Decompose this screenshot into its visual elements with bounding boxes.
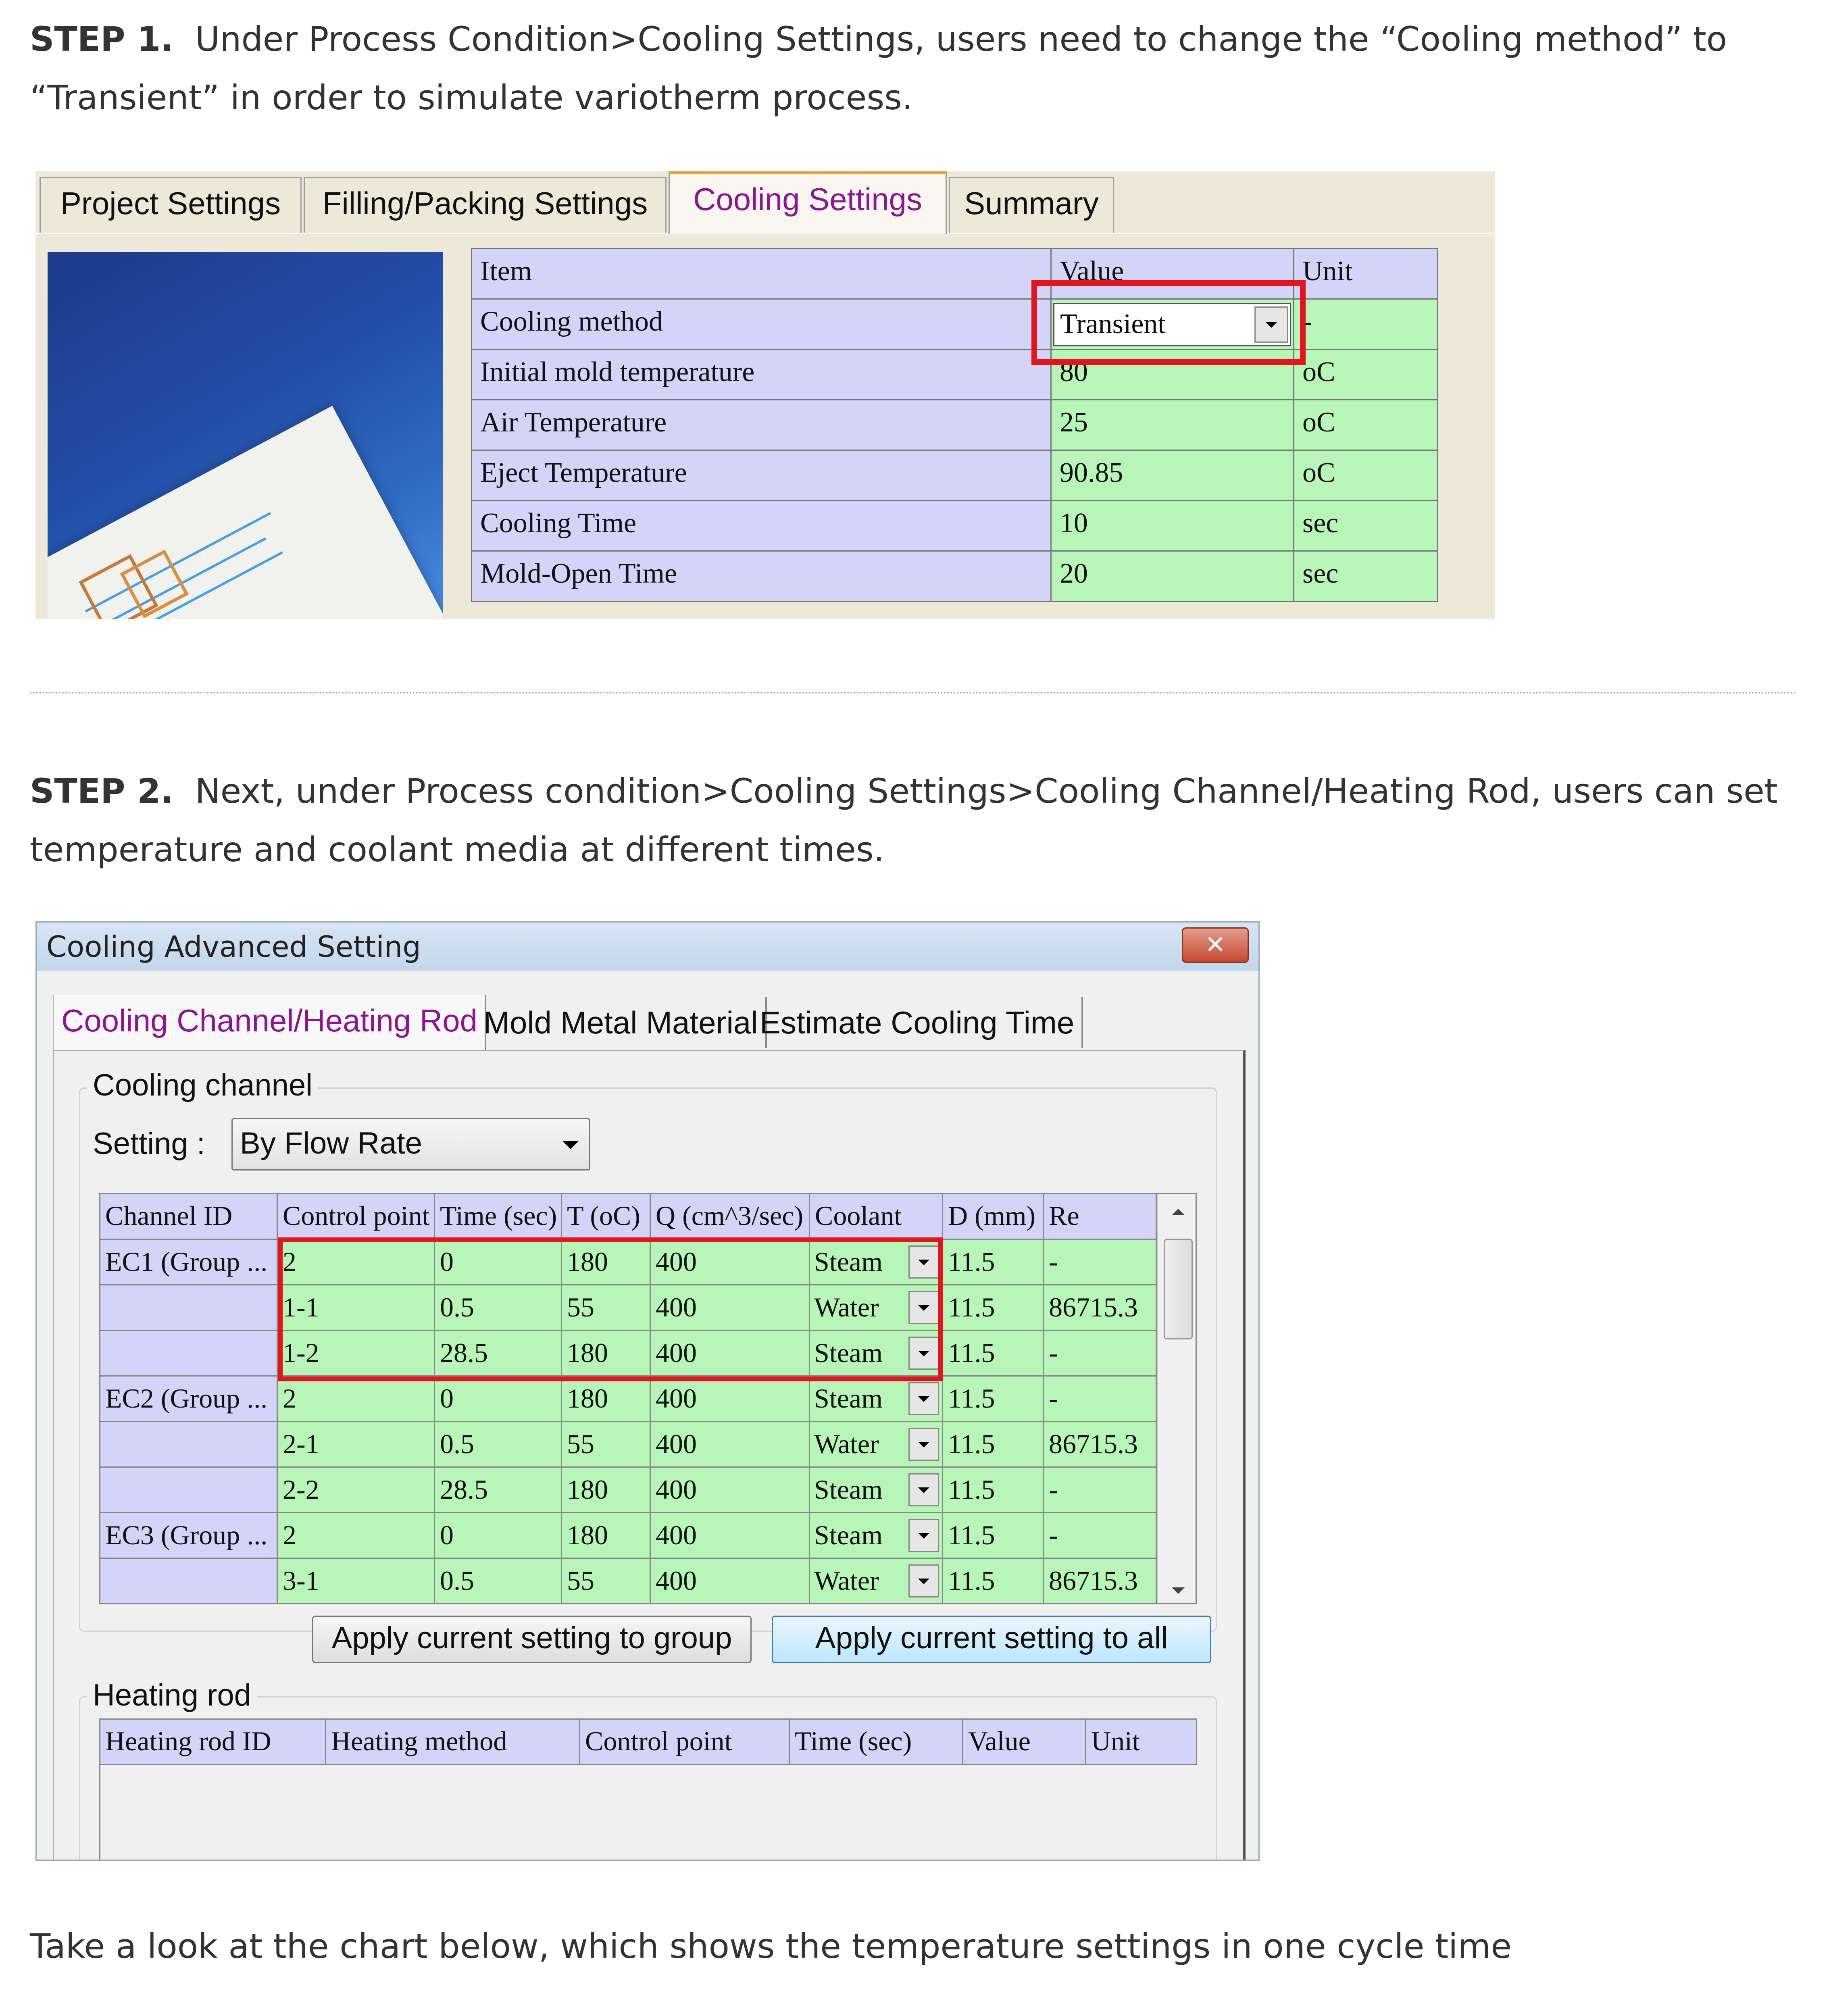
grid-cell-diameter[interactable]: 11.5 <box>943 1422 1044 1468</box>
grid-item-air-temperature: Air Temperature <box>471 399 1052 451</box>
grid-cell-flow-rate[interactable]: 400 <box>651 1377 810 1422</box>
step2-paragraph <box>30 762 1796 879</box>
grid-cell-channel-id: EC2 (Group ... <box>100 1377 278 1422</box>
grid-cell-coolant[interactable] <box>810 1422 943 1468</box>
apply-to-all-button[interactable]: Apply current setting to all <box>772 1616 1211 1663</box>
step2-text: Next, under Process condition>Cooling Settings>Cooling Channel/Heating Rod, users can set temperature and coolant media at different times. <box>30 771 1778 869</box>
grid-header-flow-rate: Q (cm^3/sec) <box>651 1194 810 1240</box>
grid-cell-time[interactable]: 0.5 <box>435 1422 562 1468</box>
section-divider <box>30 692 1798 694</box>
grid-cell-reynolds[interactable]: 86715.3 <box>1044 1422 1157 1468</box>
grid-cell-flow-rate[interactable]: 400 <box>651 1559 810 1604</box>
grid-cell-channel-id: EC1 (Group ... <box>100 1240 278 1285</box>
grid-unit-eject-temperature: oC <box>1293 450 1438 501</box>
cooling-channel-grid <box>99 1193 1197 1604</box>
highlight-box-ec1-rows <box>278 1237 943 1381</box>
cycle-header-temperature <box>498 2008 1788 2016</box>
chart-intro-paragraph: Take a look at the chart below, which shows the temperature settings in one cycle time <box>30 1926 1512 1966</box>
grid-cell-control-point[interactable]: 2 <box>278 1377 435 1422</box>
grid-value-mold-open-time[interactable]: 20 <box>1050 550 1294 602</box>
scroll-up-icon[interactable] <box>1172 1209 1185 1215</box>
grid-cell-reynolds[interactable]: - <box>1044 1331 1157 1377</box>
grid-header-unit: Unit <box>1293 248 1438 300</box>
grid-item-initial-mold-temperature: Initial mold temperature <box>471 349 1052 400</box>
grid-cell-temperature[interactable]: 55 <box>562 1559 651 1604</box>
grid-cell-reynolds[interactable]: - <box>1044 1468 1157 1513</box>
heating-rod-grid <box>99 1718 1197 1861</box>
grid-unit-initial-mold-temperature: oC <box>1293 349 1438 400</box>
grid-cell-time[interactable]: 28.5 <box>435 1468 562 1513</box>
coolant-value: Steam <box>814 1383 883 1414</box>
grid-item-cooling-time: Cooling Time <box>471 500 1052 552</box>
grid-header-value: Value <box>1050 248 1294 300</box>
grid-cell-diameter[interactable]: 11.5 <box>943 1240 1044 1285</box>
grid-item-eject-temperature: Eject Temperature <box>471 450 1052 501</box>
grid-header-temperature: T (oC) <box>562 1194 651 1240</box>
grid-unit-cooling-time: sec <box>1293 500 1438 552</box>
cooling-advanced-setting-dialog <box>35 921 1260 1861</box>
grid-cell-diameter[interactable]: 11.5 <box>943 1377 1044 1422</box>
settings-tab-bar <box>35 171 1495 234</box>
grid-cell-flow-rate[interactable]: 400 <box>651 1422 810 1468</box>
grid-cell-diameter[interactable]: 11.5 <box>943 1513 1044 1559</box>
grid-cell-coolant[interactable] <box>810 1377 943 1422</box>
cooling-channel-label: Cooling channel <box>87 1067 318 1104</box>
grid-header-coolant: Coolant <box>810 1194 943 1240</box>
coolant-value: Steam <box>814 1246 883 1277</box>
coolant-value: Water <box>814 1292 879 1322</box>
grid-cell-temperature[interactable]: 55 <box>562 1285 651 1331</box>
grid-cell-coolant[interactable] <box>810 1513 943 1559</box>
grid-cell-temperature[interactable]: 180 <box>562 1331 651 1377</box>
chevron-down-icon[interactable] <box>908 1519 939 1552</box>
illustration-paper <box>48 406 443 619</box>
grid-cell-flow-rate[interactable]: 400 <box>651 1468 810 1513</box>
heating-header-heating-method: Heating method <box>326 1720 580 1765</box>
grid-unit-cooling-method: - <box>1293 298 1438 350</box>
chevron-down-icon[interactable] <box>908 1564 939 1597</box>
step1-paragraph <box>30 10 1796 127</box>
grid-cell-time[interactable]: 0 <box>435 1513 562 1559</box>
grid-unit-mold-open-time: sec <box>1293 550 1438 602</box>
grid-header-time: Time (sec) <box>435 1194 562 1240</box>
tab-filling-packing-settings[interactable]: Filling/Packing Settings <box>304 177 667 233</box>
grid-value-initial-mold-temperature[interactable]: 80 <box>1050 349 1294 400</box>
setting-select[interactable] <box>231 1118 590 1170</box>
grid-cell-control-point[interactable]: 1-1 <box>278 1285 435 1331</box>
tab-cooling-settings[interactable]: Cooling Settings <box>669 171 947 234</box>
grid-cell-diameter[interactable]: 11.5 <box>943 1331 1044 1377</box>
grid-cell-coolant[interactable] <box>810 1468 943 1513</box>
tab-estimate-cooling-time[interactable]: Estimate Cooling Time <box>752 997 1083 1048</box>
grid-cell-temperature[interactable]: 55 <box>562 1422 651 1468</box>
scroll-thumb[interactable] <box>1164 1239 1193 1339</box>
heating-header-time: Time (sec) <box>790 1720 963 1765</box>
cycle-header-time <box>50 2008 498 2016</box>
grid-cell-reynolds[interactable]: 86715.3 <box>1044 1285 1157 1331</box>
tab-cooling-channel-heating-rod[interactable]: Cooling Channel/Heating Rod <box>53 995 486 1050</box>
grid-cell-diameter[interactable]: 11.5 <box>943 1285 1044 1331</box>
grid-value-cooling-time[interactable]: 10 <box>1050 500 1294 552</box>
setting-label: Setting : <box>93 1127 205 1161</box>
grid-cell-time[interactable]: 28.5 <box>435 1331 562 1377</box>
grid-cell-temperature[interactable]: 180 <box>562 1240 651 1285</box>
grid-cell-time[interactable]: 0.5 <box>435 1285 562 1331</box>
step1-text: Under Process Condition>Cooling Settings, users need to change the “Cooling method” to “Transient” in order to simulate variotherm process. <box>30 19 1727 117</box>
grid-cell-flow-rate[interactable]: 400 <box>651 1513 810 1559</box>
grid-cell-reynolds[interactable]: - <box>1044 1513 1157 1559</box>
chevron-down-icon[interactable] <box>908 1473 939 1506</box>
grid-cell-control-point[interactable]: 1-2 <box>278 1331 435 1377</box>
setting-select-value: By Flow Rate <box>240 1126 422 1160</box>
cooling-settings-screenshot <box>35 171 1495 619</box>
grid-cell-channel-id <box>100 1468 278 1513</box>
grid-cell-coolant[interactable] <box>810 1559 943 1604</box>
grid-value-air-temperature[interactable]: 25 <box>1050 399 1294 451</box>
grid-cell-channel-id: EC3 (Group ... <box>100 1513 278 1559</box>
grid-cell-channel-id <box>100 1285 278 1331</box>
grid-header-channel-id: Channel ID <box>100 1194 278 1240</box>
grid-cell-control-point[interactable]: 3-1 <box>278 1559 435 1604</box>
grid-item-mold-open-time: Mold-Open Time <box>471 550 1052 602</box>
coolant-value: Steam <box>814 1337 883 1368</box>
grid-header-item: Item <box>471 248 1052 300</box>
grid-cell-control-point[interactable]: 2 <box>278 1513 435 1559</box>
grid-value-eject-temperature[interactable]: 90.85 <box>1050 450 1294 501</box>
heating-header-value: Value <box>963 1720 1086 1765</box>
grid-header-diameter: D (mm) <box>943 1194 1044 1240</box>
grid-cell-control-point[interactable]: 2-2 <box>278 1468 435 1513</box>
cooling-illustration-image <box>48 252 443 619</box>
grid-cell-flow-rate[interactable]: 400 <box>651 1331 810 1377</box>
highlight-box-cooling-method <box>1031 280 1306 365</box>
grid-cell-diameter[interactable]: 11.5 <box>943 1468 1044 1513</box>
grid-cell-temperature[interactable]: 180 <box>562 1513 651 1559</box>
close-icon[interactable]: ✕ <box>1182 927 1249 963</box>
grid-header-reynolds: Re <box>1044 1194 1157 1240</box>
grid-cell-reynolds[interactable]: - <box>1044 1377 1157 1422</box>
tab-project-settings[interactable]: Project Settings <box>40 177 302 233</box>
grid-cell-channel-id <box>100 1422 278 1468</box>
coolant-value: Water <box>814 1565 879 1596</box>
grid-cell-flow-rate[interactable]: 400 <box>651 1240 810 1285</box>
step2-label: STEP 2. <box>30 771 174 811</box>
grid-header-control-point: Control point <box>278 1194 435 1240</box>
grid-unit-air-temperature: oC <box>1293 399 1438 451</box>
dialog-title: Cooling Advanced Setting <box>37 923 1260 971</box>
cooling-method-value: Transient <box>1060 308 1166 339</box>
grid-cell-reynolds[interactable]: - <box>1044 1240 1157 1285</box>
coolant-value: Steam <box>814 1520 883 1550</box>
scroll-down-icon[interactable] <box>1172 1587 1185 1594</box>
grid-cell-channel-id <box>100 1331 278 1377</box>
grid-cell-time[interactable]: 0 <box>435 1377 562 1422</box>
step1-label: STEP 1. <box>30 19 174 59</box>
heating-rod-label: Heating rod <box>87 1677 257 1714</box>
grid-cell-flow-rate[interactable]: 400 <box>651 1285 810 1331</box>
grid-cell-time[interactable]: 0 <box>435 1240 562 1285</box>
grid-scrollbar[interactable] <box>1157 1194 1197 1604</box>
grid-cell-control-point[interactable]: 2-1 <box>278 1422 435 1468</box>
chevron-down-icon[interactable] <box>908 1382 939 1415</box>
grid-cell-time[interactable]: 0.5 <box>435 1559 562 1604</box>
tab-mold-metal-material[interactable]: Mold Metal Material <box>476 997 767 1048</box>
grid-cell-temperature[interactable]: 180 <box>562 1468 651 1513</box>
coolant-value: Water <box>814 1429 879 1459</box>
grid-cell-control-point[interactable]: 2 <box>278 1240 435 1285</box>
chevron-down-icon[interactable] <box>908 1428 939 1461</box>
grid-item-cooling-method: Cooling method <box>471 298 1052 350</box>
tab-panel <box>53 1050 1246 1861</box>
tab-summary[interactable]: Summary <box>949 177 1114 233</box>
grid-cell-channel-id <box>100 1559 278 1604</box>
grid-cell-reynolds[interactable]: 86715.3 <box>1044 1559 1157 1604</box>
heating-header-control-point: Control point <box>580 1720 790 1765</box>
coolant-value: Steam <box>814 1474 883 1505</box>
grid-cell-diameter[interactable]: 11.5 <box>943 1559 1044 1604</box>
heating-header-heating-rod-id: Heating rod ID <box>100 1720 326 1765</box>
grid-cell-temperature[interactable]: 180 <box>562 1377 651 1422</box>
heating-header-unit: Unit <box>1086 1720 1197 1765</box>
apply-to-group-button[interactable]: Apply current setting to group <box>312 1616 752 1663</box>
